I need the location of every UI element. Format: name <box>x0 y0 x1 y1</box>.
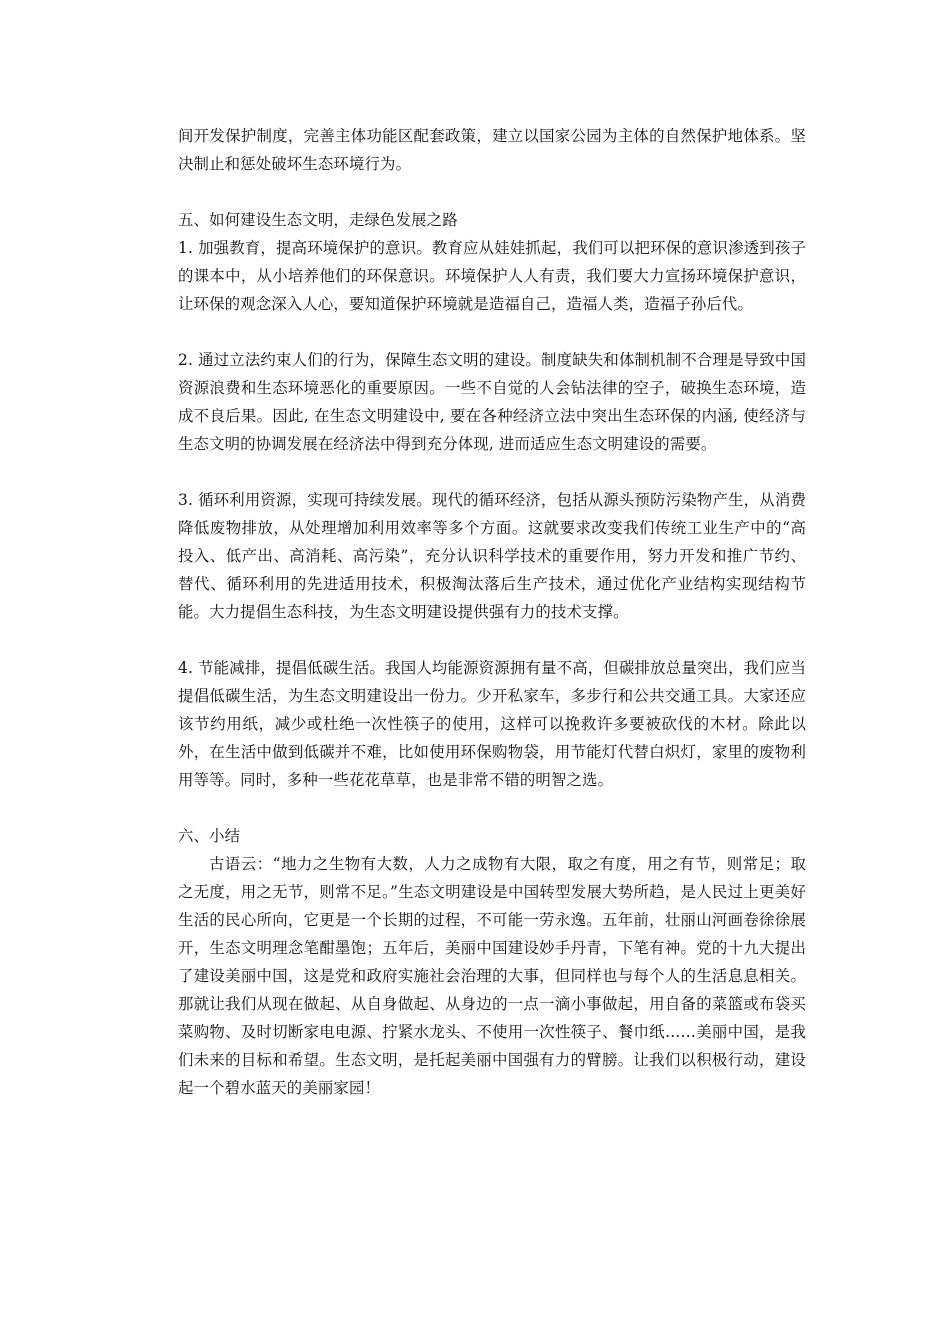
intro-paragraph: 间开发保护制度，完善主体功能区配套政策，建立以国家公园为主体的自然保护地体系。坚决制止和惩处破坏生态环境行为。 <box>178 127 806 173</box>
section-5-item-1: 1. 加强教育，提高环境保护的意识。教育应从娃娃抓起，我们可以把环保的意识渗透到孩子的课本中，从小培养他们的环保意识。环境保护人人有责，我们要大力宣扬环境保护意识，让环保的观念深入人心，要知道保护环境就是造福自己，造福人类，造福子孙后代。 <box>178 239 806 313</box>
section-5-item-2: 2. 通过立法约束人们的行为，保障生态文明的建设。制度缺失和体制机制不合理是导致中国资源浪费和生态环境恶化的重要原因。一些不自觉的人会钻法律的空子，破换生态环境，造成不良后果。因此, 在生态文明建设中, 要在各种经济立法中突出生态环保的内涵, 使经济与生态文明的协调发展在经济法中得到充分体现, 进而适应生态文明建设的需要。 <box>178 351 806 453</box>
section-6-paragraph: 古语云：“地力之生物有大数，人力之成物有大限，取之有度，用之有节，则常足；取之无度，用之无节，则常不足。”生态文明建设是中国转型发展大势所趋，是人民过上更美好生活的民心所向，它更是一个长期的过程，不可能一劳永逸。五年前，壮丽山河画卷徐徐展开，生态文明理念笔酣墨饱；五年后，美丽中国建设妙手丹青，下笔有神。党的十九大提出了建设美丽中国，这是党和政府实施社会治理的大事，但同样也与每个人的生活息息相关。那就让我们从现在做起、从自身做起、从身边的一点一滴小事做起，用自备的菜篮或布袋买菜购物、及时切断家电电源、拧紧水龙头、不使用一次性筷子、餐巾纸……美丽中国，是我们未来的目标和希望。生态文明，是托起美丽中国强有力的臂膀。让我们以积极行动，建设起一个碧水蓝天的美丽家园！ <box>178 855 806 1097</box>
spacer <box>178 458 806 486</box>
section-5-item-4: 4. 节能减排，提倡低碳生活。我国人均能源资源拥有量不高，但碳排放总量突出，我们应当提倡低碳生活，为生态文明建设出一份力。少开私家车，多步行和公共交通工具。大家还应该节约用纸，减少或杜绝一次性筷子的使用，这样可以挽救许多要被砍伐的木材。除此以外，在生活中做到低碳并不难，比如使用环保购物袋，用节能灯代替白炽灯，家里的废物利用等等。同时，多种一些花花草草，也是非常不错的明智之选。 <box>178 659 806 789</box>
section-5-item-3: 3. 循环利用资源，实现可持续发展。现代的循环经济，包括从源头预防污染物产生，从消费降低废物排放，从处理增加利用效率等多个方面。这就要求改变我们传统工业生产中的“高投入、低产出、高消耗、高污染”，充分认识科学技术的重要作用，努力开发和推广节约、替代、循环利用的先进适用技术，积极淘汰落后生产技术，通过优化产业结构实现结构节能。大力提倡生态科技，为生态文明建设提供强有力的技术支撑。 <box>178 491 806 621</box>
section-6-heading: 六、小结 <box>178 827 241 845</box>
section-5-heading: 五、如何建设生态文明，走绿色发展之路 <box>178 211 458 229</box>
spacer <box>178 626 806 654</box>
spacer <box>178 794 806 822</box>
spacer <box>178 318 806 346</box>
document-body <box>178 122 806 1102</box>
spacer <box>178 178 806 206</box>
